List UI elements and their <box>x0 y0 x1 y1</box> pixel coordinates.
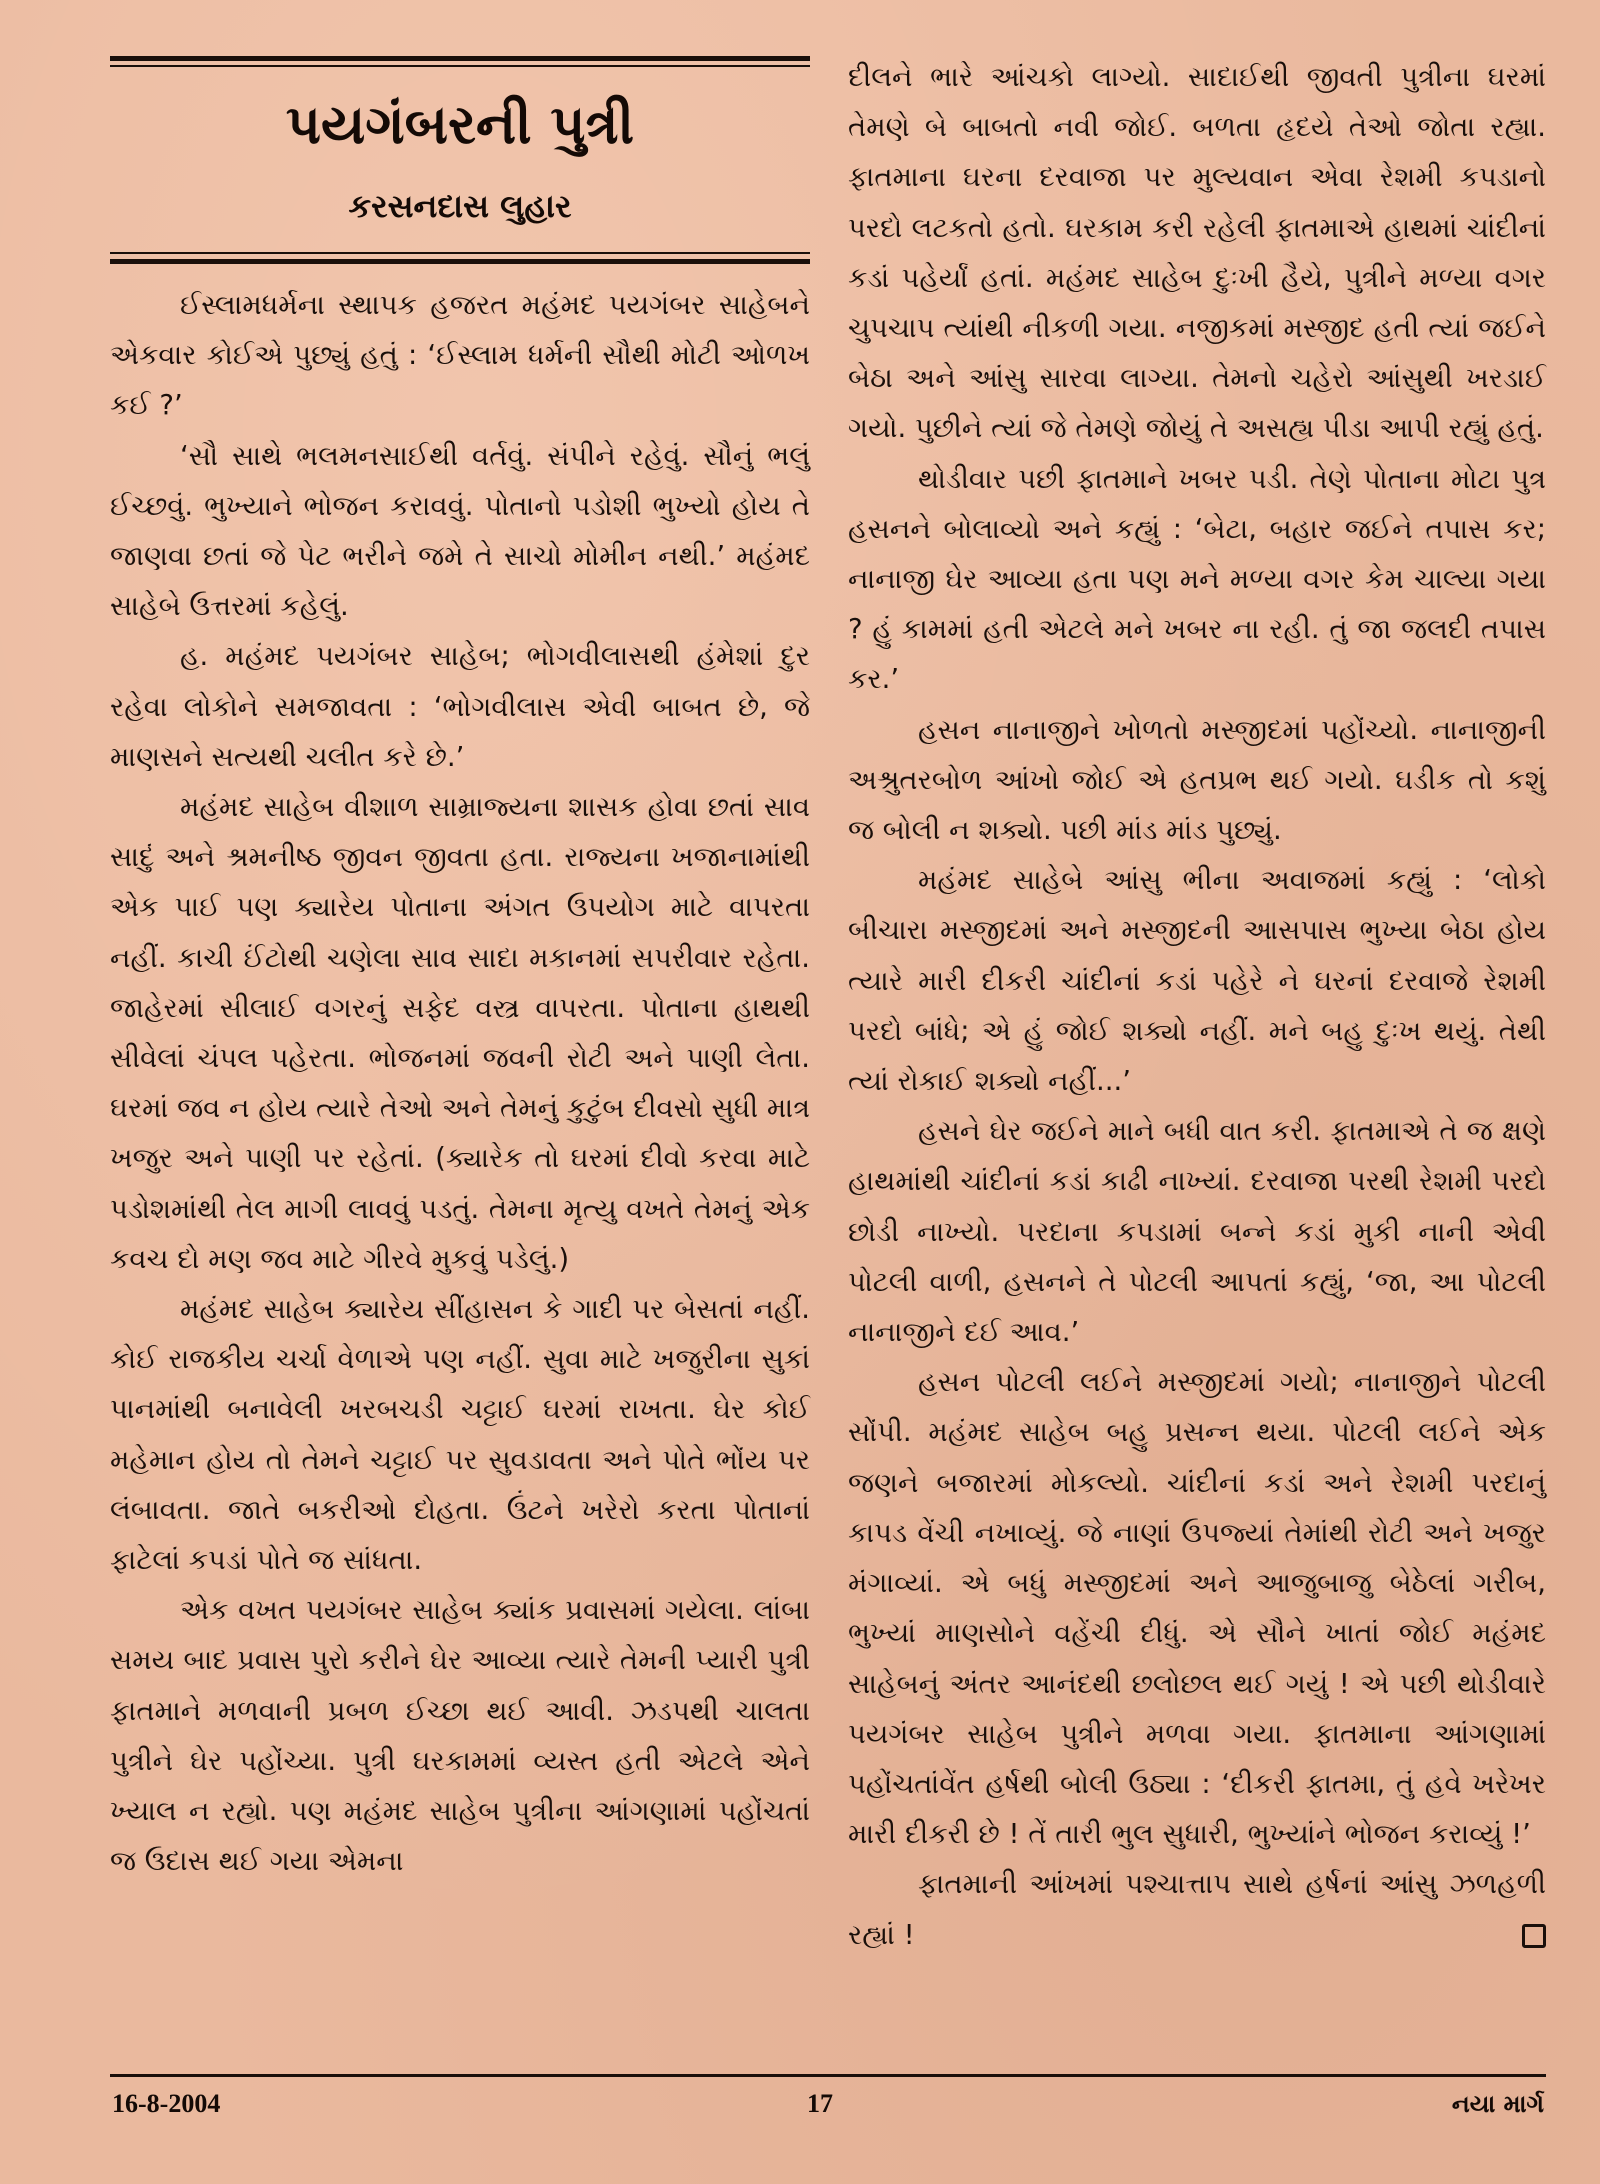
paragraph: મહંમદ સાહેબ ક્યારેય સીંહાસન કે ગાદી પર બેસતાં નહીં. કોઈ રાજકીય ચર્ચા વેળાએ પણ નહીં. સુવા માટે ખજુરીના સુકાં પાનમાંથી બનાવેલી ખરબચડી ચટ્ટાઈ ઘરમાં રાખતા. ઘેર કોઈ મહેમાન હોય તો તેમને ચટ્ટાઈ પર સુવડાવતા અને પોતે ભોંય પર લંબાવતા. જાતે બકરીઓ દોહતા. ઉંટને ખરેરો કરતા પોતાનાં ફાટેલાં કપડાં પોતે જ સાંધતા. <box>110 1293 810 1577</box>
right-column <box>848 52 1546 1960</box>
paragraph: હસન નાનાજીને ખોળતો મસ્જીદમાં પહોંચ્યો. નાનાજીની અશ્રુતરબોળ આંખો જોઈ એ હતપ્રભ થઈ ગયો. ઘડીક તો કશું જ બોલી ન શક્યો. પછી માંડ માંડ પુછ્યું. <box>848 713 1546 847</box>
left-column <box>110 280 810 1887</box>
paragraph: મહંમદ સાહેબ વીશાળ સામ્રાજ્યના શાસક હોવા છતાં સાવ સાદું અને શ્રમનીષ્ઠ જીવન જીવતા હતા. રાજ્યના ખજાનામાંથી એક પાઈ પણ ક્યારેય પોતાના અંગત ઉપયોગ માટે વાપરતા નહીં. કાચી ઈંટોથી ચણેલા સાવ સાદા મકાનમાં સપરીવાર રહેતા. જાહેરમાં સીલાઈ વગરનું સફેદ વસ્ત્ર વાપરતા. પોતાના હાથથી સીવેલાં ચંપલ પહેરતા. ભોજનમાં જવની રોટી અને પાણી લેતા. ઘરમાં જવ ન હોય ત્યારે તેઓ અને તેમનું કુટુંબ દીવસો સુધી માત્ર ખજુર અને પાણી પર રહેતાં. (ક્યારેક તો ઘરમાં દીવો કરવા માટે પડોશમાંથી તેલ માગી લાવવું પડતું. તેમના મૃત્યુ વખતે તેમનું એક કવચ દો મણ જવ માટે ગીરવે મુકવું પડેલું.) <box>110 791 810 1275</box>
header-top-rule <box>110 56 810 61</box>
magazine-name: નયા માર્ગ <box>1451 2090 1544 2118</box>
paragraph: ‘સૌ સાથે ભલમનસાઈથી વર્તવું. સંપીને રહેવું. સૌનું ભલું ઈચ્છવું. ભુખ્યાને ભોજન કરાવવું. પોતાનો પડોશી ભુખ્યો હોય તે જાણવા છતાં જે પેટ ભરીને જમે તે સાચો મોમીન નથી.’ મહંમદ સાહેબે ઉત્તરમાં કહેલું. <box>110 439 810 623</box>
paragraph: ઈસ્લામધર્મના સ્થાપક હજરત મહંમદ પયગંબર સાહેબને એકવાર કોઈએ પુછ્યું હતું : ‘ઈસ્લામ ધર્મની સૌથી મોટી ઓળખ કઈ ?’ <box>110 289 810 422</box>
header-bottom-rule-thin <box>110 252 810 254</box>
paragraph-continuation: દીલને ભારે આંચકો લાગ્યો. સાદાઈથી જીવતી પુત્રીના ઘરમાં તેમણે બે બાબતો નવી જોઈ. બળતા હૃદયે તેઓ જોતા રહ્યા. ફાતમાના ઘરના દરવાજા પર મુલ્યવાન એવા રેશમી કપડાનો પરદો લટકતો હતો. ઘરકામ કરી રહેલી ફાતમાએ હાથમાં ચાંદીનાં કડાં પહેર્યાં હતાં. મહંમદ સાહેબ દુઃખી હૈયે, પુત્રીને મળ્યા વગર ચુપચાપ ત્યાંથી નીકળી ગયા. નજીકમાં મસ્જીદ હતી ત્યાં જઈને બેઠા અને આંસુ સારવા લાગ્યા. તેમનો ચહેરો આંસુથી ખરડાઈ ગયો. પુછીને ત્યાં જે તેમણે જોયું તે અસહ્ય પીડા આપી રહ્યું હતું. <box>848 61 1546 445</box>
article-header <box>110 56 810 264</box>
paragraph: હસને ઘેર જઈને માને બધી વાત કરી. ફાતમાએ તે જ ક્ષણે હાથમાંથી ચાંદીનાં કડાં કાઢી નાખ્યાં. દરવાજા પરથી રેશમી પરદો છોડી નાખ્યો. પરદાના કપડામાં બન્ને કડાં મુકી નાની એવી પોટલી વાળી, હસનને તે પોટલી આપતાં કહ્યું, ‘જા, આ પોટલી નાનાજીને દઈ આવ.’ <box>848 1115 1546 1349</box>
header-bottom-rule <box>110 259 810 264</box>
header-top-rule-thin <box>110 65 810 67</box>
footer-date: 16-8-2004 <box>112 2089 221 2118</box>
paragraph: થોડીવાર પછી ફાતમાને ખબર પડી. તેણે પોતાના મોટા પુત્ર હસનને બોલાવ્યો અને કહ્યું : ‘બેટા, બહાર જઈને તપાસ કર; નાનાજી ઘેર આવ્યા હતા પણ મને મળ્યા વગર કેમ ચાલ્યા ગયા ? હું કામમાં હતી એટલે મને ખબર ના રહી. તું જા જલદી તપાસ કર.’ <box>848 462 1546 696</box>
paragraph-last <box>848 1859 1546 1959</box>
paragraph: હસન પોટલી લઈને મસ્જીદમાં ગયો; નાનાજીને પોટલી સોંપી. મહંમદ સાહેબ બહુ પ્રસન્ન થયા. પોટલી લઈને એક જણને બજારમાં મોકલ્યો. ચાંદીનાં કડાં અને રેશમી પરદાનું કાપડ વેંચી નખાવ્યું. જે નાણાં ઉપજ્યાં તેમાંથી રોટી અને ખજુર મંગાવ્યાં. એ બધું મસ્જીદમાં અને આજુબાજુ બેઠેલાં ગરીબ, ભુખ્યાં માણસોને વહેંચી દીધું. એ સૌને ખાતાં જોઈ મહંમદ સાહેબનું અંતર આનંદથી છલોછલ થઈ ગયું ! એ પછી થોડીવારે પયગંબર સાહેબ પુત્રીને મળવા ગયા. ફાતમાના આંગણામાં પહોંચતાંવેંત હર્ષથી બોલી ઉઠ્યા : ‘દીકરી ફાતમા, તું હવે ખરેખર મારી દીકરી છે ! તેં તારી ભુલ સુધારી, ભુખ્યાંને ભોજન કરાવ્યું !’ <box>848 1366 1546 1851</box>
paragraph: મહંમદ સાહેબે આંસુ ભીના અવાજમાં કહ્યું : ‘લોકો બીચારા મસ્જીદમાં અને મસ્જીદની આસપાસ ભુખ્યા બેઠા હોય ત્યારે મારી દીકરી ચાંદીનાં કડાં પહેરે ને ઘરનાં દરવાજે રેશમી પરદો બાંધે; એ હું જોઈ શક્યો નહીં. મને બહુ દુઃખ થયું. તેથી ત્યાં રોકાઈ શક્યો નહીં...’ <box>848 864 1546 1098</box>
footer-rule <box>110 2074 1546 2077</box>
article-author: કરસનદાસ લુહાર <box>348 187 572 225</box>
end-of-article-icon <box>1522 1924 1546 1948</box>
paragraph: હ. મહંમદ પયગંબર સાહેબ; ભોગવીલાસથી હંમેશાં દુર રહેવા લોકોને સમજાવતા : ‘ભોગવીલાસ એવી બાબત છે, જે માણસને સત્યથી ચલીત કરે છે.’ <box>110 640 810 773</box>
article-title: પયગંબરની પુત્રી <box>285 93 635 156</box>
paragraph: એક વખત પયગંબર સાહેબ ક્યાંક પ્રવાસમાં ગયેલા. લાંબા સમય બાદ પ્રવાસ પુરો કરીને ઘેર આવ્યા ત્યારે તેમની પ્યારી પુત્રી ફાતમાને મળવાની પ્રબળ ઈચ્છા થઈ આવી. ઝડપથી ચાલતા પુત્રીને ઘેર પહોંચ્યા. પુત્રી ઘરકામમાં વ્યસ્ત હતી એટલે એને ખ્યાલ ન રહ્યો. પણ મહંમદ સાહેબ પુત્રીના આંગણામાં પહોંચતાં જ ઉદાસ થઈ ગયા એમના <box>110 1594 810 1878</box>
paragraph-last-text: ફાતમાની આંખમાં પશ્ચાત્તાપ સાથે હર્ષનાં આંસુ ઝળહળી રહ્યાં ! <box>848 1868 1546 1951</box>
page-number: 17 <box>807 2089 833 2118</box>
